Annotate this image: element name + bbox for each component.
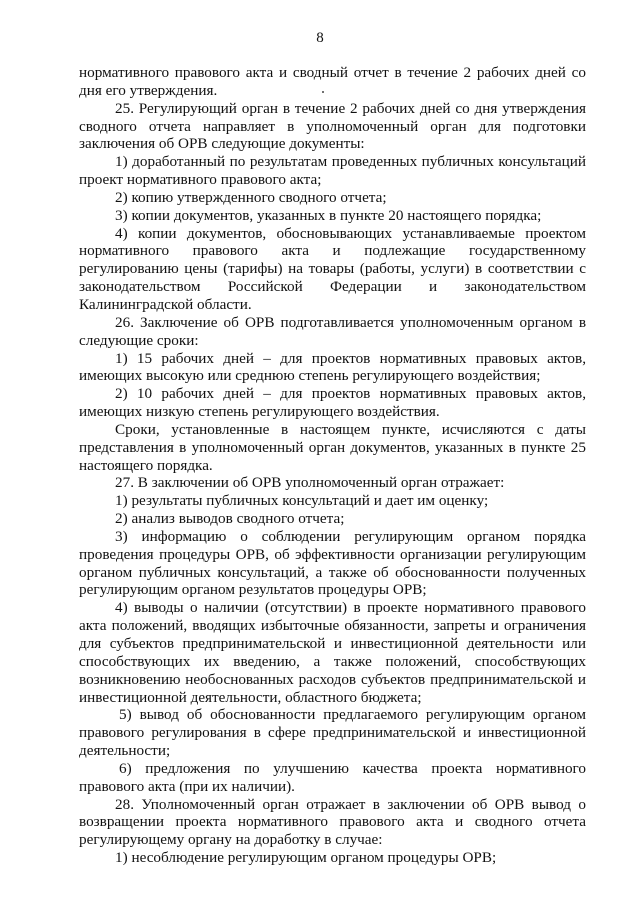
paragraph: 2) копию утвержденного сводного отчета; — [115, 188, 387, 206]
paragraph: 4) копии документов, обосновывающих устанавливаемые проектом нормативного правового акта и подлежащие государственному регулированию цены (тарифы) на товары (работы, услуги) в соответствии с законодательством Российской Федерации и законодательством Калининградской области. — [79, 224, 586, 313]
paragraph: 2) анализ выводов сводного отчета; — [115, 510, 345, 528]
paragraph: 3) копии документов, указанных в пункте 20 настоящего порядка; — [115, 206, 542, 224]
document-body — [79, 64, 586, 867]
paragraph: 1) доработанный по результатам проведенных публичных консультаций проект нормативного правового акта; — [79, 153, 586, 189]
paragraph: Сроки, установленные в настоящем пункте, исчисляются с даты представления в уполномоченный орган документов, указанных в пункте 25 настоящего порядка. — [79, 420, 586, 474]
paragraph: 26. Заключение об ОРВ подготавливается уполномоченным органом в следующие сроки: — [79, 313, 586, 349]
paragraph: 5) вывод об обоснованности предлагаемого регулирующим органом правового регулирования в сфере предпринимательской и инвестиционной деятельности; — [79, 706, 586, 760]
paragraph: 25. Регулирующий орган в течение 2 рабочих дней со дня утверждения сводного отчета направляет в уполномоченный орган для подготовки заключения об ОРВ следующие документы: — [79, 99, 586, 153]
paragraph: нормативного правового акта и сводный отчет в течение 2 рабочих дней со дня его утверждения. — [79, 64, 586, 99]
paragraph: 4) выводы о наличии (отсутствии) в проекте нормативного правового акта положений, вводящих избыточные обязанности, запреты и ограничения для субъектов предпринимательской и инвестиционной деятельности или способствующих их введению, а также положений, способствующих возникновению необоснованных расходов субъектов предпринимательской и инвестиционной деятельности, областного бюджета; — [79, 599, 586, 706]
paragraph: 1) 15 рабочих дней – для проектов нормативных правовых актов, имеющих высокую или среднюю степень регулирующего воздействия; — [79, 349, 586, 385]
paragraph: 2) 10 рабочих дней – для проектов нормативных правовых актов, имеющих низкую степень регулирующего воздействия. — [79, 385, 586, 421]
paragraph: 27. В заключении об ОРВ уполномоченный орган отражает: — [115, 474, 505, 492]
paragraph: 1) результаты публичных консультаций и дает им оценку; — [115, 492, 489, 510]
page-number: 8 — [316, 30, 324, 46]
paragraph: 28. Уполномоченный орган отражает в заключении об ОРВ вывод о возвращении проекта нормативного правового акта и сводного отчета регулирующему органу на доработку в случае: — [79, 795, 586, 849]
paragraph: 1) несоблюдение регулирующим органом процедуры ОРВ; — [115, 849, 497, 867]
paragraph: 3) информацию о соблюдении регулирующим органом порядка проведения процедуры ОРВ, об эффективности организации регулирующим органом публичных консультаций, а также об обоснованности полученных регулирующим органом результатов процедуры ОРВ; — [79, 527, 586, 599]
paragraph: 6) предложения по улучшению качества проекта нормативного правового акта (при их наличии). — [79, 759, 586, 795]
